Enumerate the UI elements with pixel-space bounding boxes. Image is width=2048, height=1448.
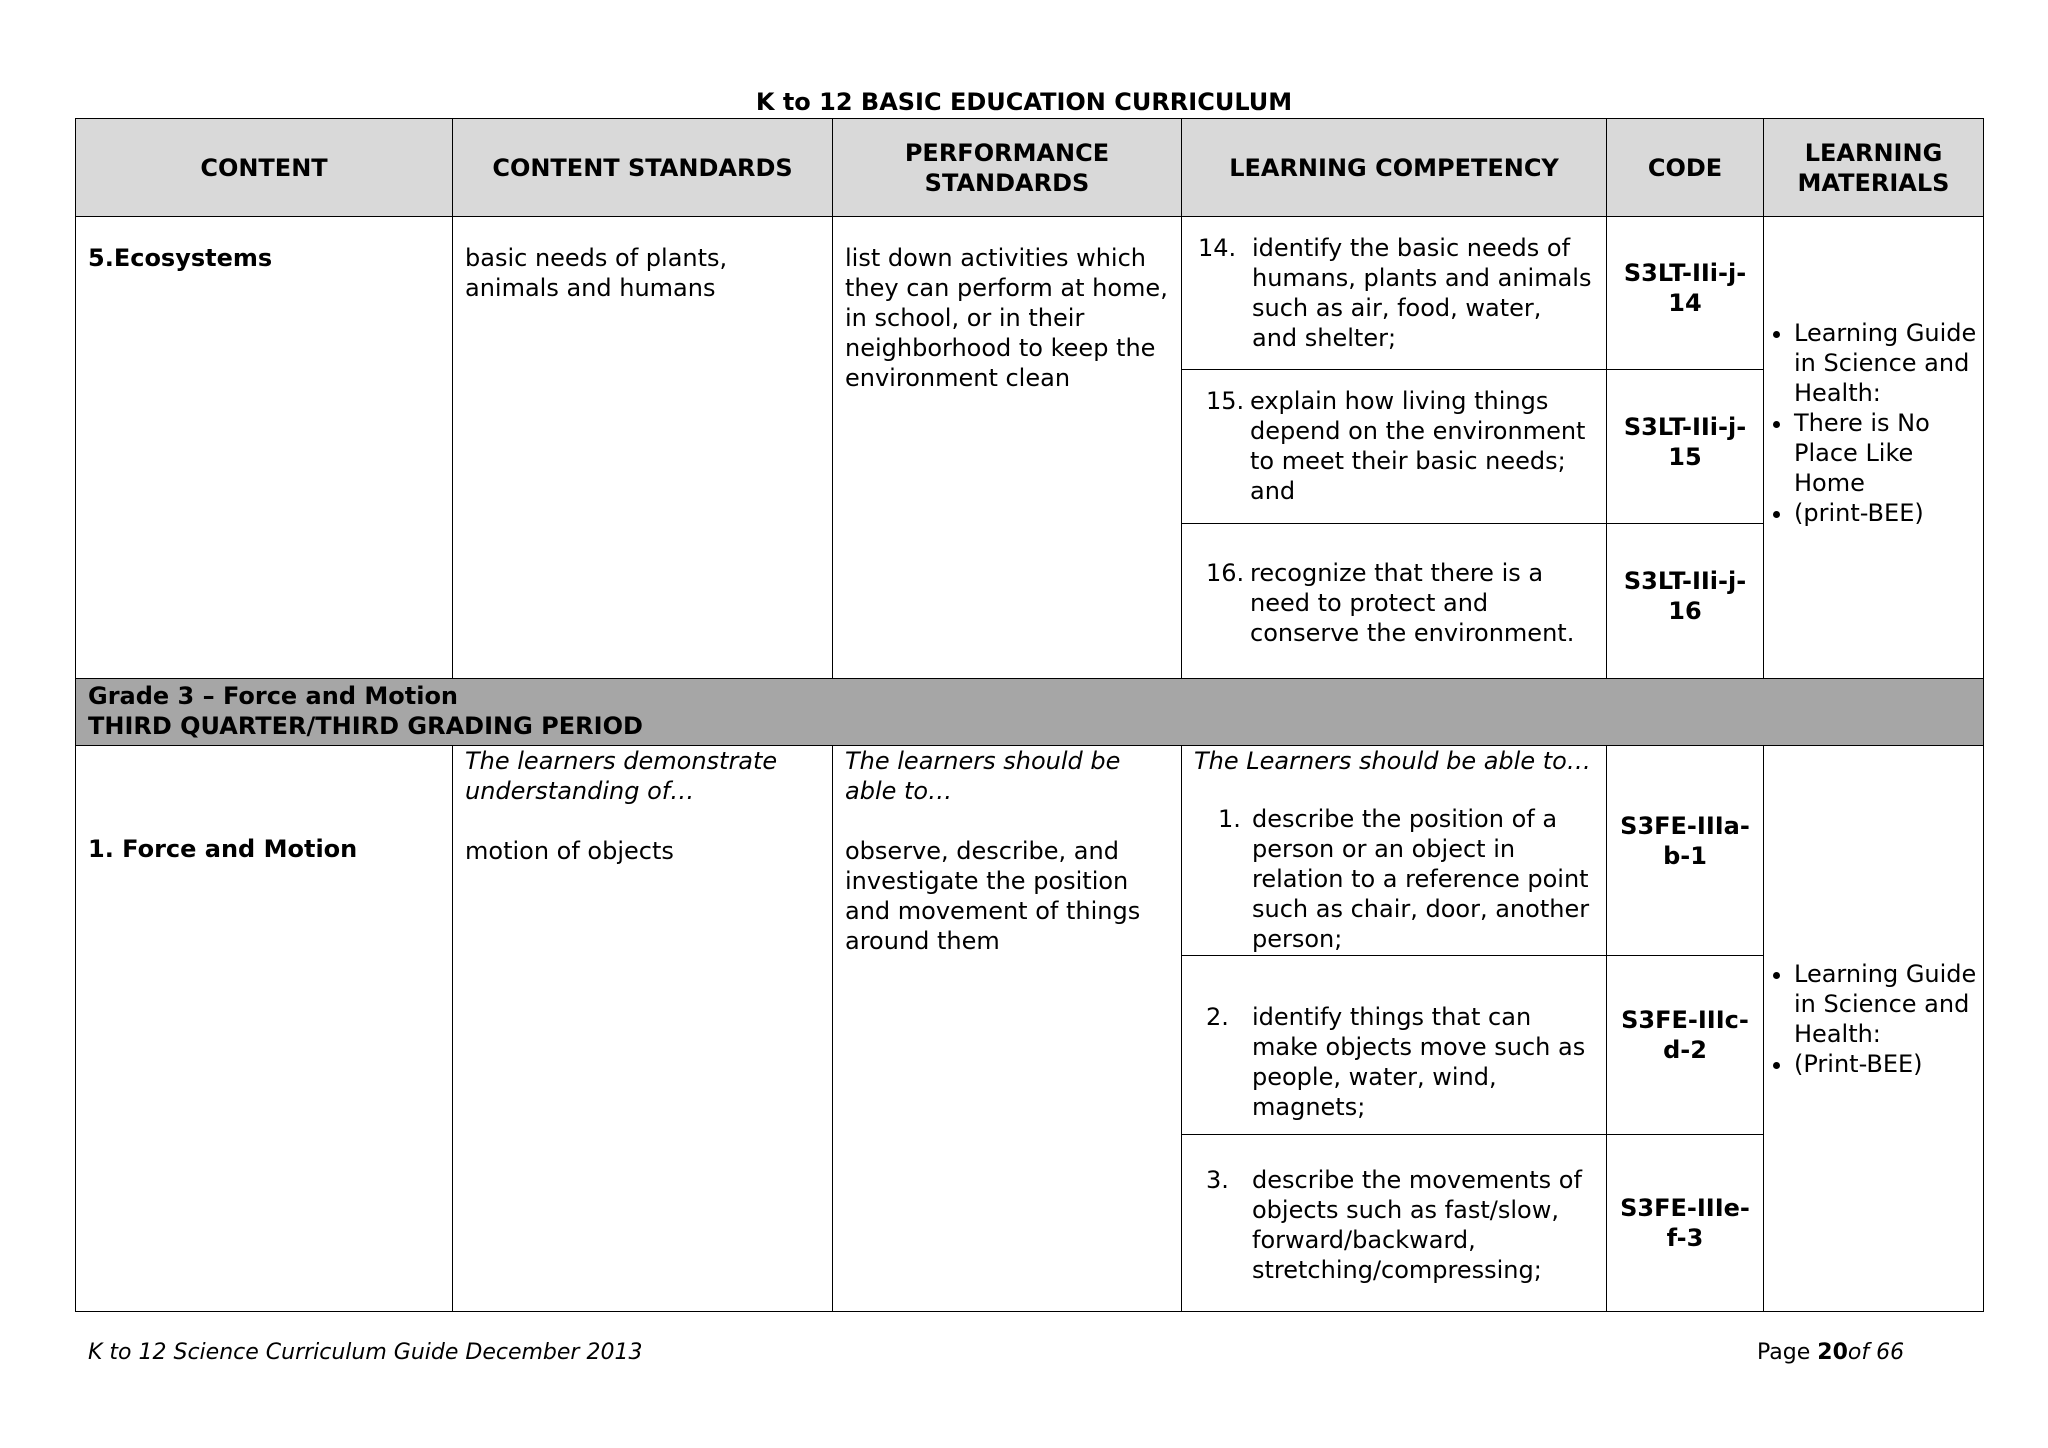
competency-cell bbox=[1182, 956, 1607, 1135]
competency-cell bbox=[1182, 524, 1607, 679]
competency-cell bbox=[1182, 746, 1607, 956]
page-prefix: Page bbox=[1757, 1340, 1818, 1365]
grading-period-band bbox=[76, 679, 1984, 746]
list-item: • There is No Place Like Home bbox=[1794, 408, 1979, 498]
competency-text: describe the position of a person or an object in relation to a reference point such as chair, door, another person; bbox=[1252, 805, 1590, 953]
curriculum-table bbox=[75, 118, 1984, 1312]
table-row bbox=[76, 217, 1984, 370]
competency-text: describe the movements of objects such as fast/slow, forward/backward, stretching/compressing; bbox=[1252, 1166, 1582, 1284]
code-cell: S3FE-IIIe-f-3 bbox=[1607, 1135, 1764, 1312]
header-performance-line1: PERFORMANCE bbox=[904, 138, 1110, 167]
materials-cell bbox=[1764, 746, 1984, 1312]
materials-cell bbox=[1764, 217, 1984, 679]
header-materials-line2: MATERIALS bbox=[1797, 168, 1950, 197]
performance-standard-intro: The learners should be able to… bbox=[845, 747, 1121, 805]
competency-text: identify things that can make objects move such as people, water, wind, magnets; bbox=[1252, 1003, 1586, 1121]
list-item: • (print-BEE) bbox=[1794, 498, 1979, 528]
footer-page-number bbox=[1757, 1340, 1904, 1365]
materials-list bbox=[1768, 959, 1979, 1079]
header-performance-line2: STANDARDS bbox=[924, 168, 1090, 197]
competency-cell bbox=[1182, 1135, 1607, 1312]
competency-text: explain how living things depend on the environment to meet their basic needs; and bbox=[1250, 387, 1586, 505]
header-row bbox=[76, 119, 1984, 217]
header-code: CODE bbox=[1607, 119, 1764, 217]
competency-number: 14. bbox=[1198, 234, 1237, 262]
code-cell: S3LT-IIi-j-16 bbox=[1607, 524, 1764, 679]
band-line2: THIRD QUARTER/THIRD GRADING PERIOD bbox=[88, 712, 643, 740]
competency-text: recognize that there is a need to protect and conserve the environment. bbox=[1250, 559, 1575, 647]
content-standard-cell bbox=[453, 746, 833, 1312]
band-line1: Grade 3 – Force and Motion bbox=[88, 682, 459, 710]
performance-standard-cell bbox=[833, 746, 1182, 1312]
competency-intro: The Learners should be able to… bbox=[1194, 747, 1591, 775]
competency-number: 2. bbox=[1206, 1003, 1229, 1031]
competency-number: 1. bbox=[1218, 805, 1241, 833]
code-cell: S3LT-IIi-j-14 bbox=[1607, 217, 1764, 370]
document-title: K to 12 BASIC EDUCATION CURRICULUM bbox=[755, 88, 1293, 116]
header-performance-standards bbox=[833, 119, 1182, 217]
list-item: • Learning Guide in Science and Health: bbox=[1794, 318, 1979, 408]
header-materials-line1: LEARNING bbox=[1804, 138, 1943, 167]
header-content: CONTENT bbox=[76, 119, 453, 217]
content-cell-ecosystems: 5.Ecosystems bbox=[76, 217, 453, 679]
competency-number: 16. bbox=[1206, 559, 1245, 587]
list-item: • Learning Guide in Science and Health: bbox=[1794, 959, 1979, 1049]
table-row bbox=[76, 746, 1984, 956]
band-cell bbox=[76, 679, 1984, 746]
page-current: 20 bbox=[1817, 1340, 1848, 1365]
competency-number: 15. bbox=[1206, 387, 1245, 415]
performance-standard-text: observe, describe, and investigate the position and movement of things around them bbox=[845, 837, 1141, 955]
header-learning-materials bbox=[1764, 119, 1984, 217]
materials-list bbox=[1768, 318, 1979, 528]
code-cell: S3FE-IIIa-b-1 bbox=[1607, 746, 1764, 956]
competency-cell bbox=[1182, 370, 1607, 524]
header-content-standards: CONTENT STANDARDS bbox=[453, 119, 833, 217]
content-standard-cell: basic needs of plants, animals and humans bbox=[453, 217, 833, 679]
list-item: • (Print-BEE) bbox=[1794, 1049, 1979, 1079]
header-learning-competency: LEARNING COMPETENCY bbox=[1182, 119, 1607, 217]
page-total: of 66 bbox=[1847, 1340, 1905, 1365]
competency-cell bbox=[1182, 217, 1607, 370]
code-cell: S3LT-IIi-j-15 bbox=[1607, 370, 1764, 524]
content-standard-intro: The learners demonstrate understanding of… bbox=[465, 747, 778, 805]
competency-number: 3. bbox=[1206, 1166, 1229, 1194]
performance-standard-cell: list down activities which they can perform at home, in school, or in their neighborhood to keep the environment clean bbox=[833, 217, 1182, 679]
competency-text: identify the basic needs of humans, plants and animals such as air, food, water, and shelter; bbox=[1252, 234, 1592, 352]
content-standard-text: motion of objects bbox=[465, 837, 674, 865]
content-cell-force-motion: 1. Force and Motion bbox=[76, 746, 453, 1312]
code-cell: S3FE-IIIc-d-2 bbox=[1607, 956, 1764, 1135]
footer-guide-title: K to 12 Science Curriculum Guide December 2013 bbox=[88, 1340, 643, 1365]
